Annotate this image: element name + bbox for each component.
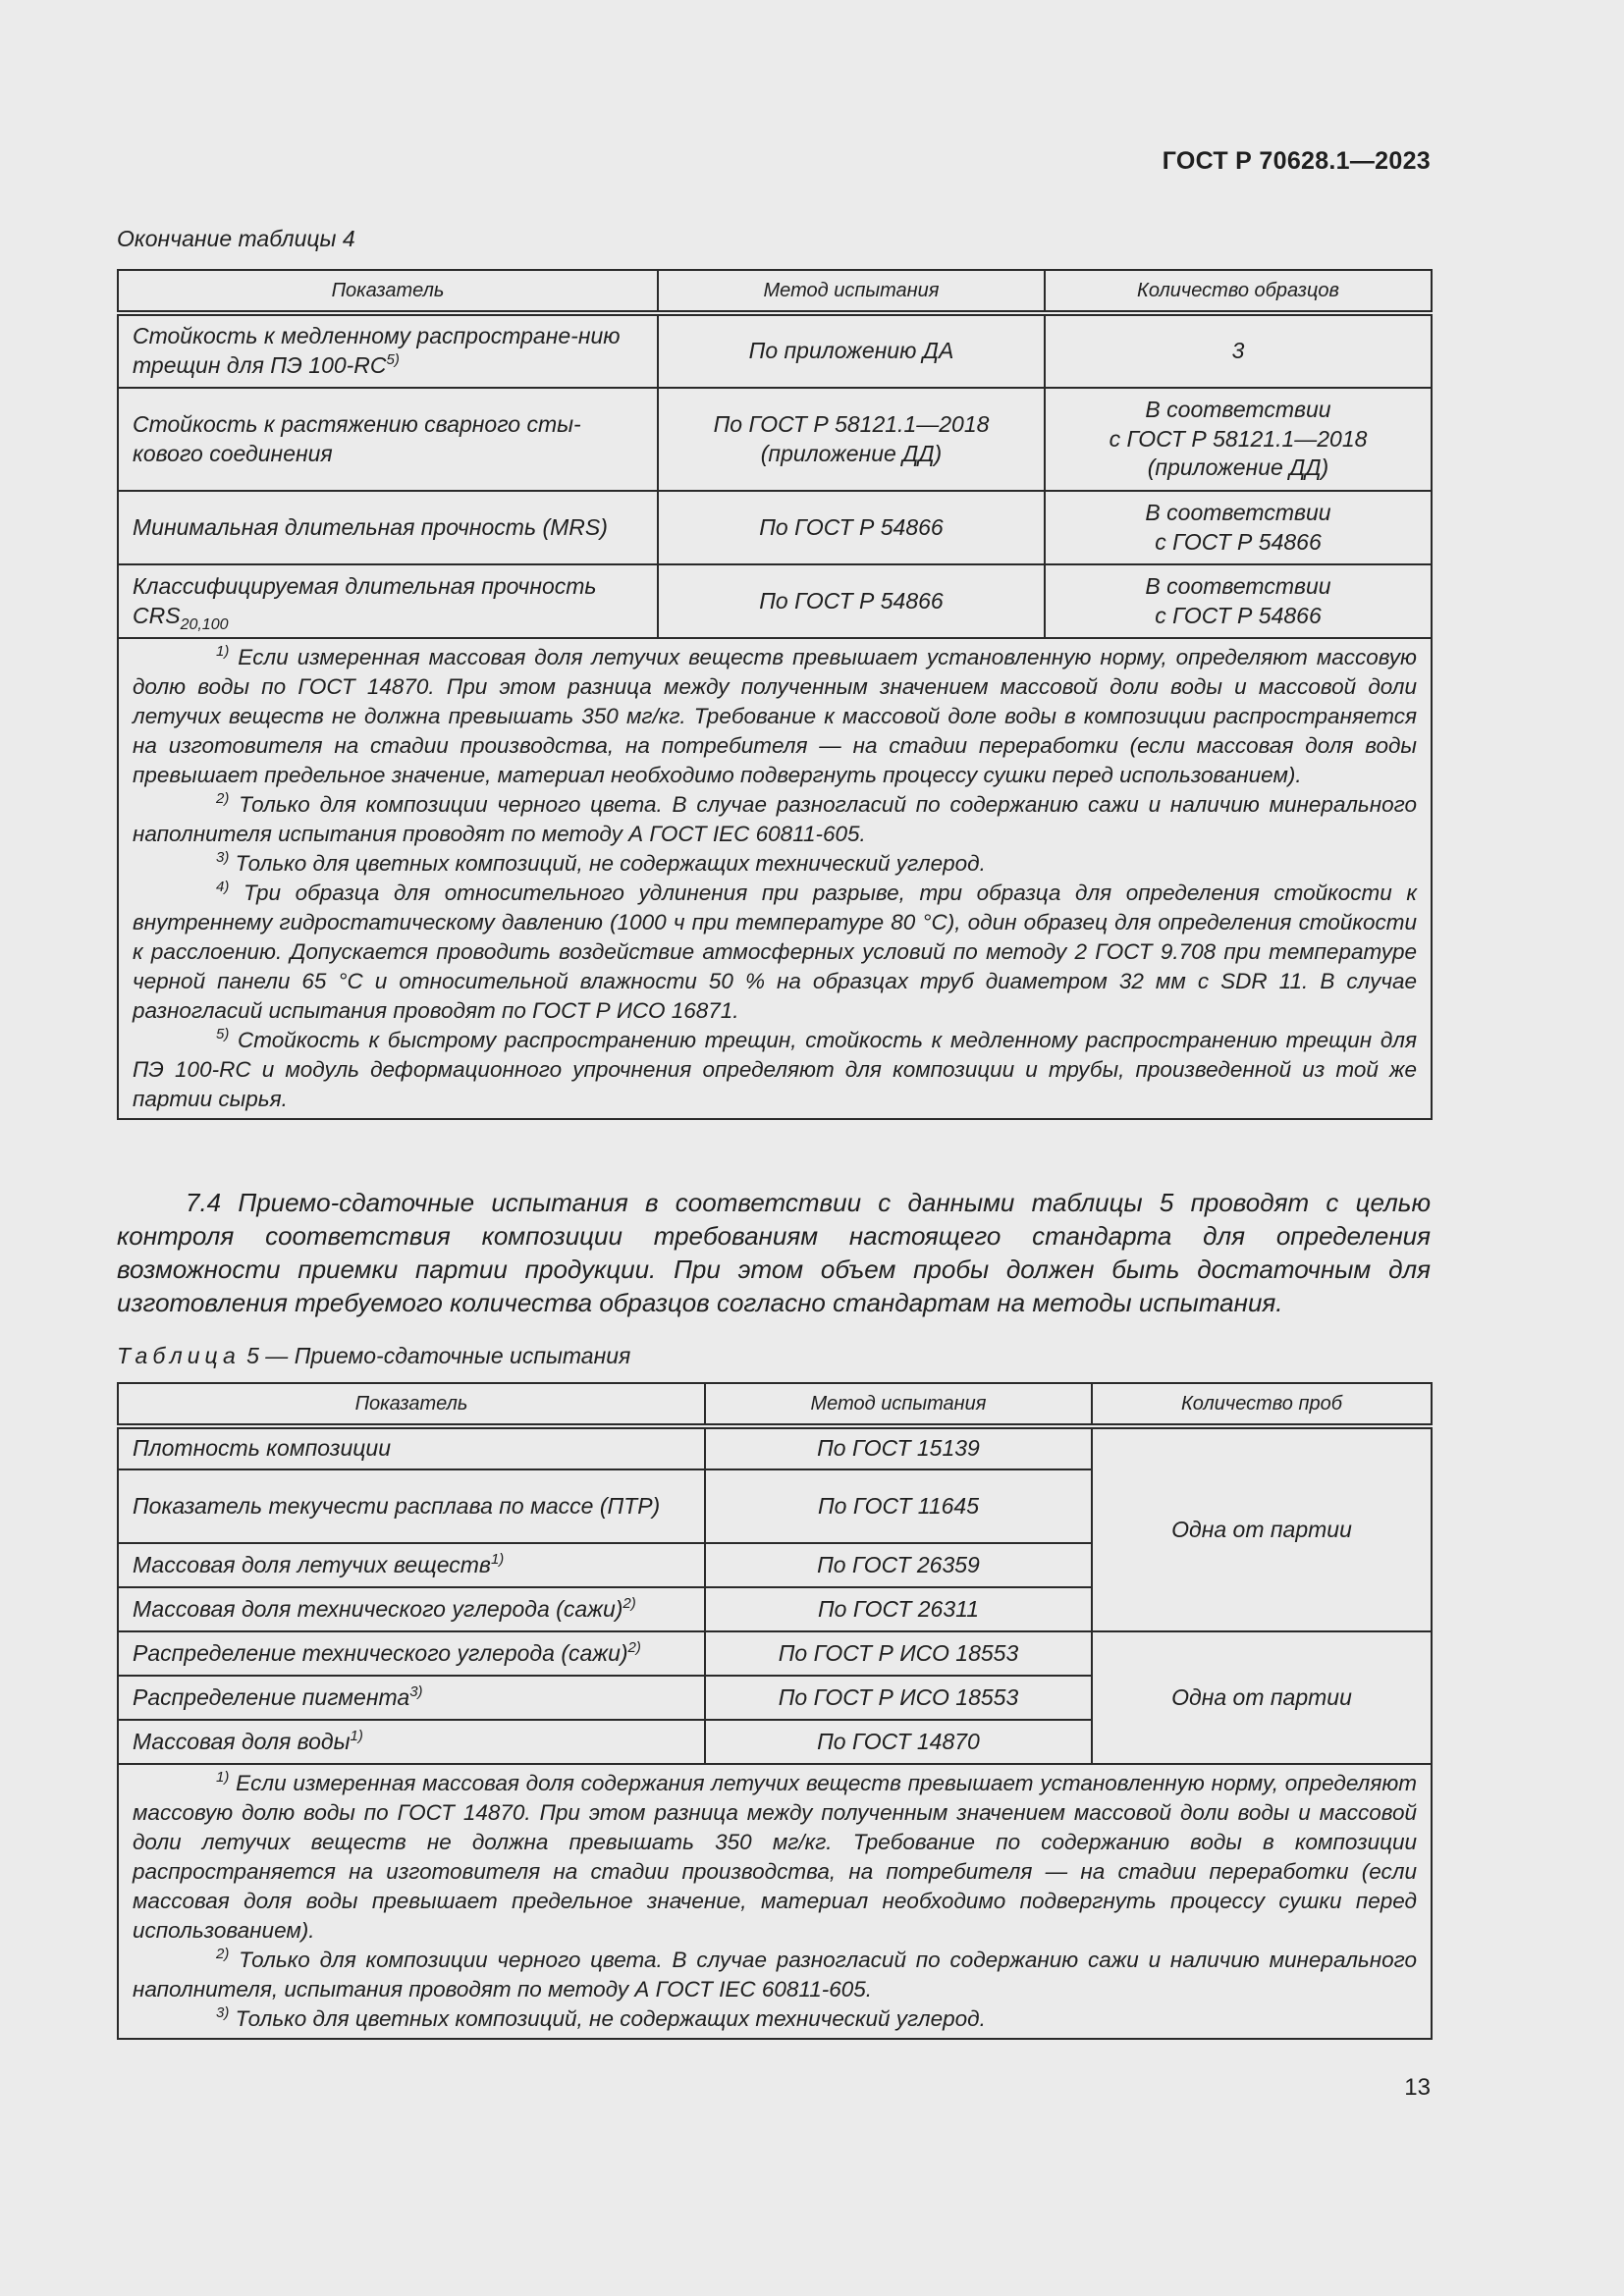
footnote-mark: 1) xyxy=(216,1769,230,1786)
table-notes-row xyxy=(118,638,1432,1119)
footnote-text: Только для цветных композиций, не содержащих технический углерод. xyxy=(235,2006,986,2031)
indicator-text: Массовая доля воды xyxy=(133,1728,351,1754)
count-line: В соответствии xyxy=(1145,396,1331,422)
indicator-cell xyxy=(118,1720,705,1764)
page-number: 13 xyxy=(1404,2074,1431,2101)
footnote-mark: 1) xyxy=(350,1727,363,1744)
caption-title: 5 — Приемо-сдаточные испытания xyxy=(240,1343,631,1368)
column-header: Метод испытания xyxy=(705,1383,1092,1426)
indicator-cell: Плотность композиции xyxy=(118,1426,705,1469)
footnote-mark: 1) xyxy=(490,1550,505,1568)
count-cell xyxy=(1045,564,1432,638)
method-cell: По ГОСТ 11645 xyxy=(705,1469,1092,1543)
indicator-cell xyxy=(118,1587,705,1631)
table-notes xyxy=(118,638,1432,1119)
indicator-text: Классифицируемая длительная прочность CRS xyxy=(133,572,597,628)
footnote-text: Только для композиции черного цвета. В случае разногласий по содержанию сажи и наличию минерального наполнителя испытания проводят по методу А ГОСТ IEC 60811-605. xyxy=(133,792,1417,846)
count-cell: Одна от партии xyxy=(1092,1631,1432,1764)
table5-caption xyxy=(117,1343,630,1369)
subscript: 20,100 xyxy=(180,615,229,633)
count-cell: 3 xyxy=(1045,313,1432,388)
table-row xyxy=(118,1631,1432,1676)
count-line: В соответствии xyxy=(1145,499,1331,525)
count-line: с ГОСТ Р 58121.1—2018 xyxy=(1109,425,1368,452)
footnote-mark: 5) xyxy=(216,1026,230,1042)
footnote-mark: 2) xyxy=(216,790,230,807)
indicator-cell: Показатель текучести расплава по массе (ПТР) xyxy=(118,1469,705,1543)
footnote-mark: 3) xyxy=(216,2004,230,2021)
method-cell: По ГОСТ 26359 xyxy=(705,1543,1092,1587)
indicator-cell: Стойкость к растяжению сварного сты-кового соединения xyxy=(118,388,658,491)
indicator-text: Массовая доля технического углерода (сажи) xyxy=(133,1595,623,1622)
footnote xyxy=(133,849,1417,879)
footnote-text: Только для цветных композиций, не содержащих технический углерод. xyxy=(235,851,986,876)
indicator-text: Стойкость к медленному распростране-нию трещин для ПЭ 100-RC xyxy=(133,323,621,378)
footnote xyxy=(133,2004,1417,2034)
method-cell: По ГОСТ 26311 xyxy=(705,1587,1092,1631)
count-line: В соответствии xyxy=(1145,572,1331,599)
footnote-mark: 2) xyxy=(627,1638,641,1656)
footnote-mark: 2) xyxy=(623,1594,636,1612)
table-row xyxy=(118,564,1432,638)
table-notes xyxy=(118,1764,1432,2039)
indicator-cell xyxy=(118,564,658,638)
footnote xyxy=(133,790,1417,849)
indicator-cell: Минимальная длительная прочность (MRS) xyxy=(118,491,658,564)
method-cell xyxy=(658,388,1045,491)
count-cell: Одна от партии xyxy=(1092,1426,1432,1631)
table4-caption: Окончание таблицы 4 xyxy=(117,226,355,251)
indicator-text: Массовая доля летучих веществ xyxy=(133,1551,491,1577)
footnote xyxy=(133,1026,1417,1114)
method-cell: По ГОСТ 15139 xyxy=(705,1426,1092,1469)
method-cell: По ГОСТ Р 54866 xyxy=(658,491,1045,564)
footnote-mark: 2) xyxy=(216,1946,230,1962)
indicator-text: Распределение пигмента xyxy=(133,1683,410,1710)
count-cell xyxy=(1045,388,1432,491)
method-line: (приложение ДД) xyxy=(760,440,943,466)
footnote-text: Только для композиции черного цвета. В случае разногласий по содержанию сажи и наличию минерального наполнителя, испытания проводят по методу А ГОСТ IEC 60811-605. xyxy=(133,1948,1417,2002)
table-row xyxy=(118,313,1432,388)
method-line: По ГОСТ Р 58121.1—2018 xyxy=(713,410,990,437)
footnote-mark: 3) xyxy=(216,849,230,866)
table-row xyxy=(118,491,1432,564)
method-cell: По ГОСТ Р ИСО 18553 xyxy=(705,1631,1092,1676)
footnote xyxy=(133,1769,1417,1946)
footnote-mark: 1) xyxy=(216,643,230,660)
indicator-text: Распределение технического углерода (сажи) xyxy=(133,1639,628,1666)
footnote xyxy=(133,879,1417,1026)
footnote-text: Если измеренная массовая доля содержания летучих веществ превышает установленную норму, определяют массовую долю воды по ГОСТ 14870. При этом разница между полученным значением массовой доли воды и массовой доли летучих веществ не должна превышать 350 мг/кг. Требование по содержанию воды в композиции распространяется на изготовителя на стадии производства, на потребителя — на стадии переработки (если массовая доля воды превышает предельное значение, материал необходимо подвергнуть процессу сушки перед использованием). xyxy=(133,1771,1417,1943)
column-header: Показатель xyxy=(118,1383,705,1426)
indicator-cell xyxy=(118,1543,705,1587)
footnote-text: Если измеренная массовая доля летучих веществ превышает установленную норму, определяют массовую долю воды по ГОСТ 14870. При этом разница между полученным значением массовой доли воды и массовой доли летучих веществ не должна превышать 350 мг/кг. Требование к массовой доле воды в композиции распространяется на изготовителя на стадии производства, на потребителя — на стадии переработки (если массовая доля воды превышает предельное значение, материал необходимо подвергнуть процессу сушки перед использованием). xyxy=(133,645,1417,787)
footnote-text: Стойкость к быстрому распространению трещин, стойкость к медленному распространению трещин для ПЭ 100-RC и модуль деформационного упрочнения определяют для композиции и трубы, произведенной из той же партии сырья. xyxy=(133,1028,1417,1111)
method-cell: По ГОСТ Р 54866 xyxy=(658,564,1045,638)
table-row xyxy=(118,388,1432,491)
method-cell: По ГОСТ 14870 xyxy=(705,1720,1092,1764)
column-header: Показатель xyxy=(118,270,658,313)
method-cell: По приложению ДА xyxy=(658,313,1045,388)
caption-label: Таблица xyxy=(117,1343,241,1368)
table-5 xyxy=(117,1382,1433,2040)
count-cell xyxy=(1045,491,1432,564)
table-4 xyxy=(117,269,1433,1120)
document-code: ГОСТ Р 70628.1—2023 xyxy=(1162,147,1431,175)
count-line: с ГОСТ Р 54866 xyxy=(1155,602,1322,628)
indicator-cell xyxy=(118,1676,705,1720)
paragraph-7-4: 7.4 Приемо-сдаточные испытания в соответствии с данными таблицы 5 проводят с целью контроля соответствия композиции требованиям настоящего стандарта для определения возможности приемки партии продукции. При этом объем пробы должен быть достаточным для изготовления требуемого количества образцов согласно стандартам на методы испытания. xyxy=(117,1188,1431,1317)
footnote-text: Три образца для относительного удлинения при разрыве, три образца для определения стойкости к внутреннему гидростатическому давлению (1000 ч при температуре 80 °С), один образец для определения стойкости к расслоению. Допускается проводить воздействие атмосферных условий по методу 2 ГОСТ 9.708 при температуре черной панели 65 °С и относительной влажности 50 % на образцах труб диаметром 32 мм с SDR 11. В случае разногласий испытания проводят по ГОСТ Р ИСО 16871. xyxy=(133,881,1417,1023)
footnote-mark: 5) xyxy=(386,351,400,368)
indicator-cell xyxy=(118,313,658,388)
footnote xyxy=(133,643,1417,790)
column-header: Количество проб xyxy=(1092,1383,1432,1426)
footnote-mark: 3) xyxy=(409,1682,423,1700)
count-line: (приложение ДД) xyxy=(1147,454,1329,481)
column-header: Количество образцов xyxy=(1045,270,1432,313)
table-header-row xyxy=(118,270,1432,313)
method-cell: По ГОСТ Р ИСО 18553 xyxy=(705,1676,1092,1720)
indicator-cell xyxy=(118,1631,705,1676)
footnote-mark: 4) xyxy=(216,879,230,895)
table-row xyxy=(118,1426,1432,1469)
count-line: с ГОСТ Р 54866 xyxy=(1155,528,1322,555)
footnote xyxy=(133,1946,1417,2004)
column-header: Метод испытания xyxy=(658,270,1045,313)
table-header-row xyxy=(118,1383,1432,1426)
table-notes-row xyxy=(118,1764,1432,2039)
